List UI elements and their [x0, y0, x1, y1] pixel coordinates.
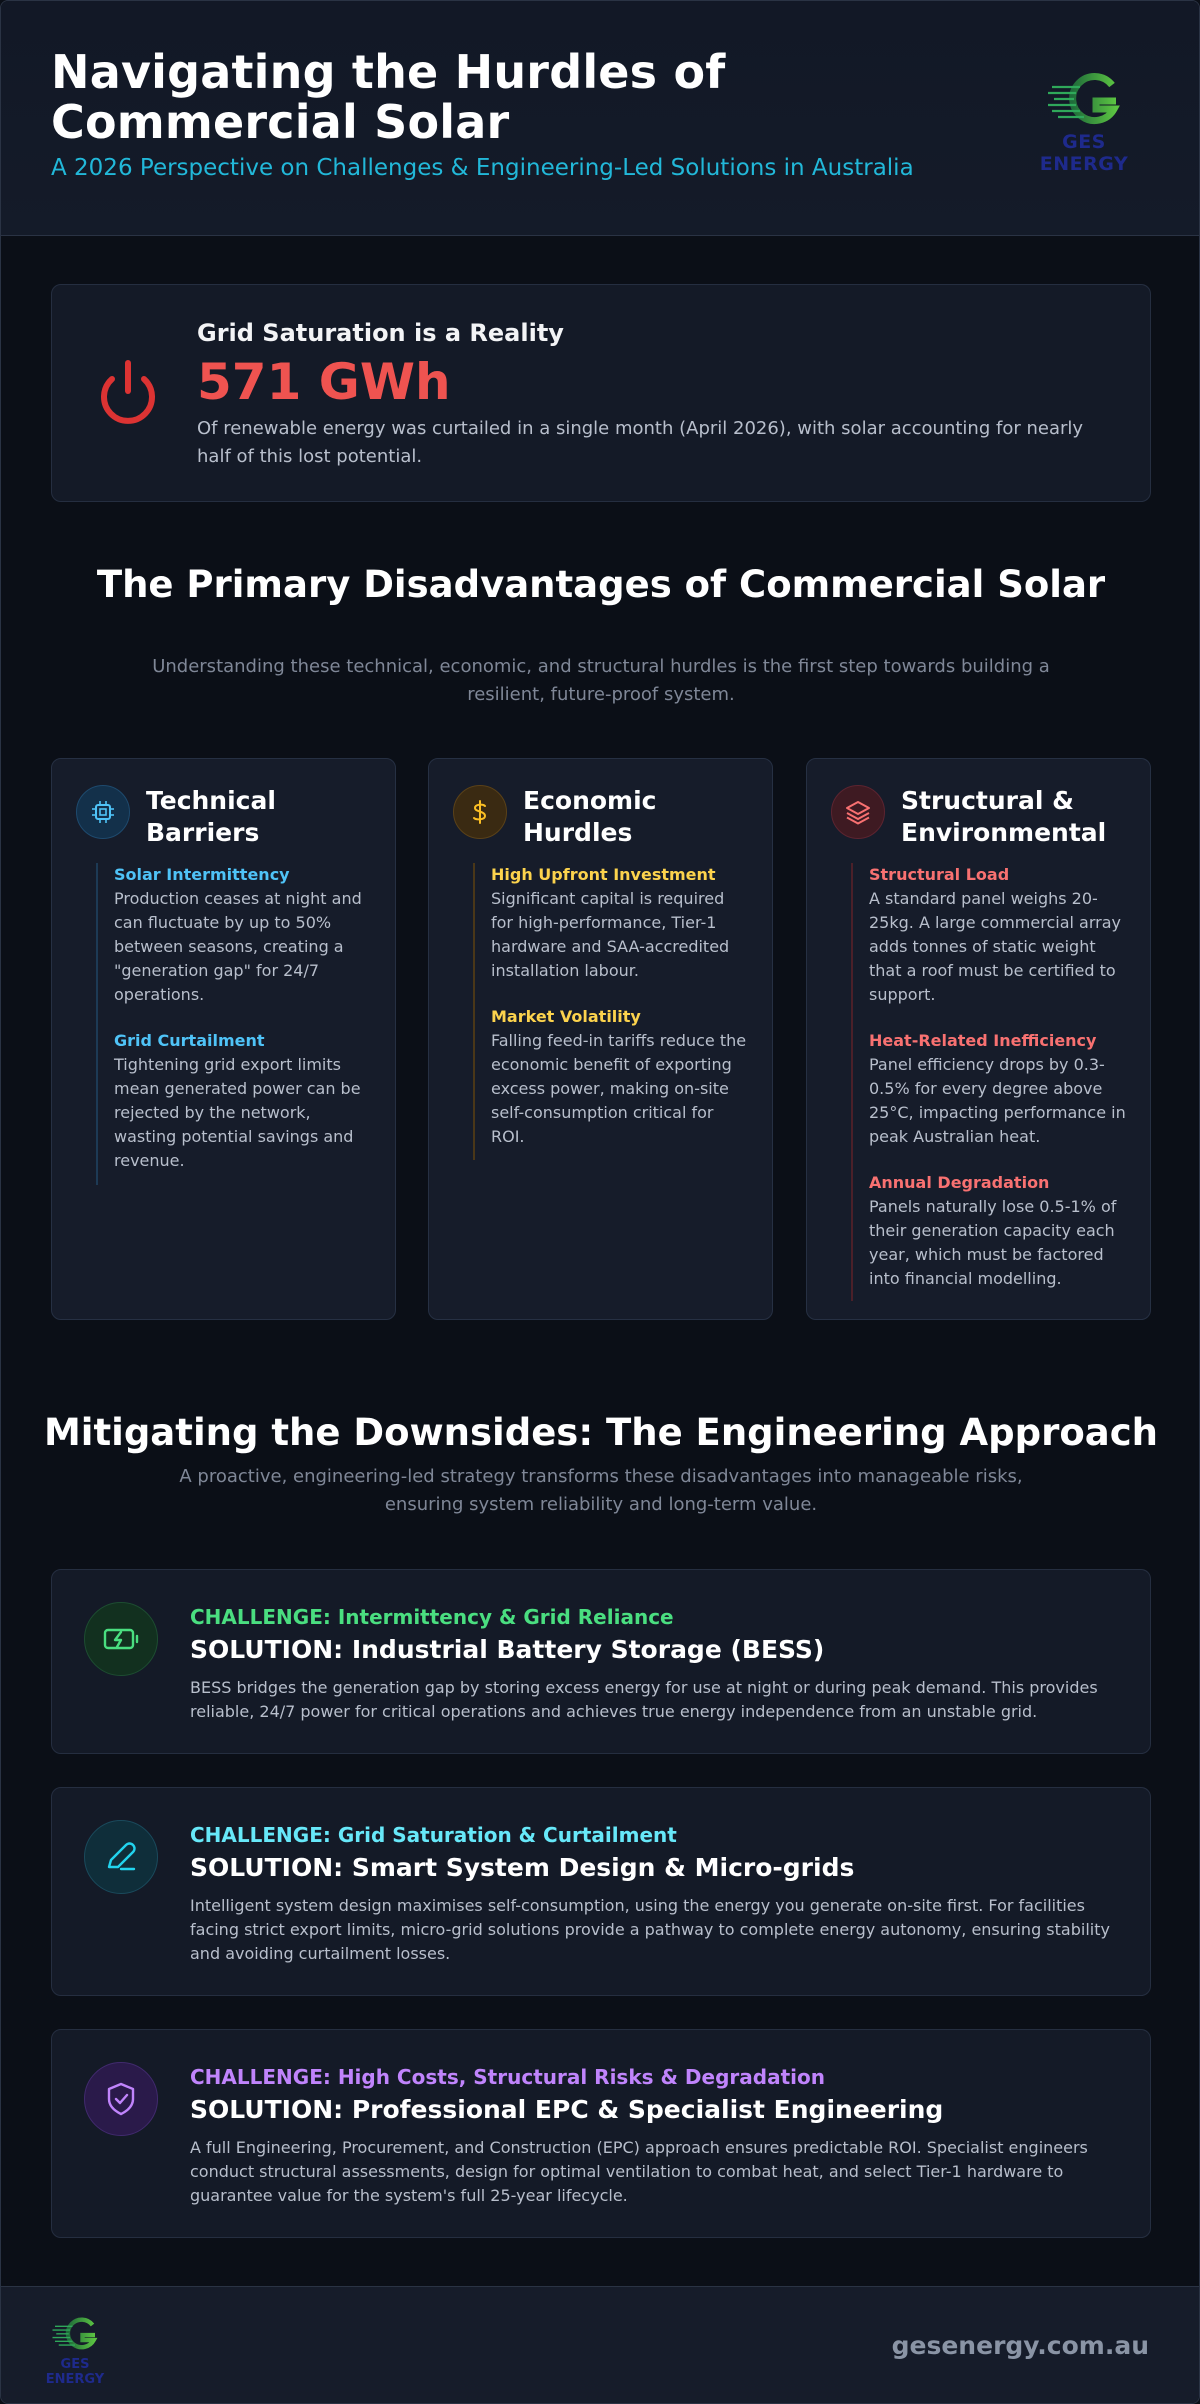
logo-mark-icon: [1044, 73, 1124, 129]
grid-saturation-card: [51, 284, 1151, 502]
stat-value: 571 GWh: [197, 353, 451, 411]
solution-card-smart-design: [51, 1787, 1151, 1996]
item-text: A standard panel weighs 20-25kg. A large commercial array adds tonnes of static weight that a roof must be certified to support.: [869, 889, 1121, 1004]
item-title: Heat-Related Inefficiency: [869, 1031, 1097, 1050]
item-text: Production ceases at night and can fluctuate by up to 50% between seasons, creating a "generation gap" for 24/7 operations.: [114, 889, 362, 1004]
solution-title: SOLUTION: Smart System Design & Micro-grids: [190, 1853, 855, 1882]
battery-charging-icon: [84, 1602, 158, 1676]
item-text: Panel efficiency drops by 0.3-0.5% for every degree above 25°C, impacting performance in peak Australian heat.: [869, 1055, 1126, 1146]
solution-card-epc: [51, 2029, 1151, 2238]
technical-barriers-list: [96, 863, 371, 1185]
item-title: Grid Curtailment: [114, 1031, 265, 1050]
item-text: Panels naturally lose 0.5-1% of their generation capacity each year, which must be factored into financial modelling.: [869, 1197, 1117, 1288]
challenge-label: CHALLENGE: Grid Saturation & Curtailment: [190, 1823, 677, 1847]
column-title: Economic Hurdles: [523, 786, 657, 847]
item-title: Market Volatility: [491, 1007, 641, 1026]
list-item: [869, 1029, 1126, 1149]
solution-card-bess: [51, 1569, 1151, 1754]
logo-mark-icon: [50, 2317, 100, 2353]
solution-title: SOLUTION: Professional EPC & Specialist Engineering: [190, 2095, 944, 2124]
disadvantages-heading: The Primary Disadvantages of Commercial Solar: [96, 563, 1106, 606]
chip-icon: [76, 785, 130, 839]
column-title: Technical Barriers: [146, 786, 276, 847]
website-link[interactable]: gesenergy.com.au: [891, 2331, 1149, 2360]
pencil-icon: [84, 1820, 158, 1894]
structural-environmental-card: [806, 758, 1151, 1320]
disadvantages-description: Understanding these technical, economic, and structural hurdles is the first step towards building a resilient, future-proof system.: [152, 656, 1050, 705]
page-title: Navigating the Hurdles of Commercial Solar: [51, 45, 726, 149]
solution-description: BESS bridges the generation gap by storing excess energy for use at night or during peak demand. This provides reliable, 24/7 power for critical operations and achieves true energy independence from an unstable grid.: [190, 1678, 1098, 1721]
mitigation-description: A proactive, engineering-led strategy transforms these disadvantages into manageable risks, ensuring system reliability and long-term value.: [179, 1466, 1023, 1515]
item-title: Structural Load: [869, 865, 1010, 884]
list-item: [869, 1171, 1126, 1291]
list-item: [869, 863, 1126, 1007]
footer-logo[interactable]: [31, 2317, 119, 2387]
shield-check-icon: [84, 2062, 158, 2136]
list-item: [114, 1029, 371, 1173]
stat-description: Of renewable energy was curtailed in a single month (April 2026), with solar accounting for nearly half of this lost potential.: [197, 418, 1084, 467]
column-title: Structural & Environmental: [901, 786, 1107, 847]
item-title: High Upfront Investment: [491, 865, 716, 884]
economic-hurdles-card: [428, 758, 773, 1320]
header: [1, 1, 1199, 236]
logo-wordmark: GES ENERGY: [1039, 131, 1129, 175]
structural-environmental-list: [851, 863, 1126, 1301]
challenge-label: CHALLENGE: Intermittency & Grid Reliance: [190, 1605, 674, 1629]
dollar-icon: [453, 785, 507, 839]
brand-logo[interactable]: [1019, 73, 1149, 175]
logo-wordmark: GES ENERGY: [45, 2357, 105, 2387]
economic-hurdles-list: [473, 863, 748, 1160]
solution-title: SOLUTION: Industrial Battery Storage (BESS): [190, 1635, 825, 1664]
item-text: Tightening grid export limits mean generated power can be rejected by the network, wasting potential savings and revenue.: [114, 1055, 361, 1170]
mitigation-heading: Mitigating the Downsides: The Engineering Approach: [43, 1411, 1159, 1454]
stat-title: Grid Saturation is a Reality: [197, 319, 564, 347]
item-text: Falling feed-in tariffs reduce the economic benefit of exporting excess power, making on-site self-consumption critical for ROI.: [491, 1031, 747, 1146]
list-item: [114, 863, 371, 1007]
layers-icon: [831, 785, 885, 839]
item-text: Significant capital is required for high-performance, Tier-1 hardware and SAA-accredited installation labour.: [491, 889, 730, 980]
footer: [1, 2286, 1199, 2404]
list-item: [491, 863, 748, 983]
item-title: Solar Intermittency: [114, 865, 290, 884]
item-title: Annual Degradation: [869, 1173, 1050, 1192]
solution-description: A full Engineering, Procurement, and Construction (EPC) approach ensures predictable ROI. Specialist engineers conduct structural assessments, design for optimal ventilation to combat heat, and select Tier-1 hardware to guarantee value for the system's full 25-year lifecycle.: [190, 2138, 1088, 2205]
technical-barriers-card: [51, 758, 396, 1320]
solution-description: Intelligent system design maximises self-consumption, using the energy you generate on-site first. For facilities facing strict export limits, micro-grid solutions provide a pathway to complete energy autonomy, ensuring stability and avoiding curtailment losses.: [190, 1896, 1110, 1963]
power-icon: [88, 351, 168, 431]
page-subtitle: A 2026 Perspective on Challenges & Engineering-Led Solutions in Australia: [51, 155, 914, 181]
challenge-label: CHALLENGE: High Costs, Structural Risks & Degradation: [190, 2065, 825, 2089]
list-item: [491, 1005, 748, 1149]
